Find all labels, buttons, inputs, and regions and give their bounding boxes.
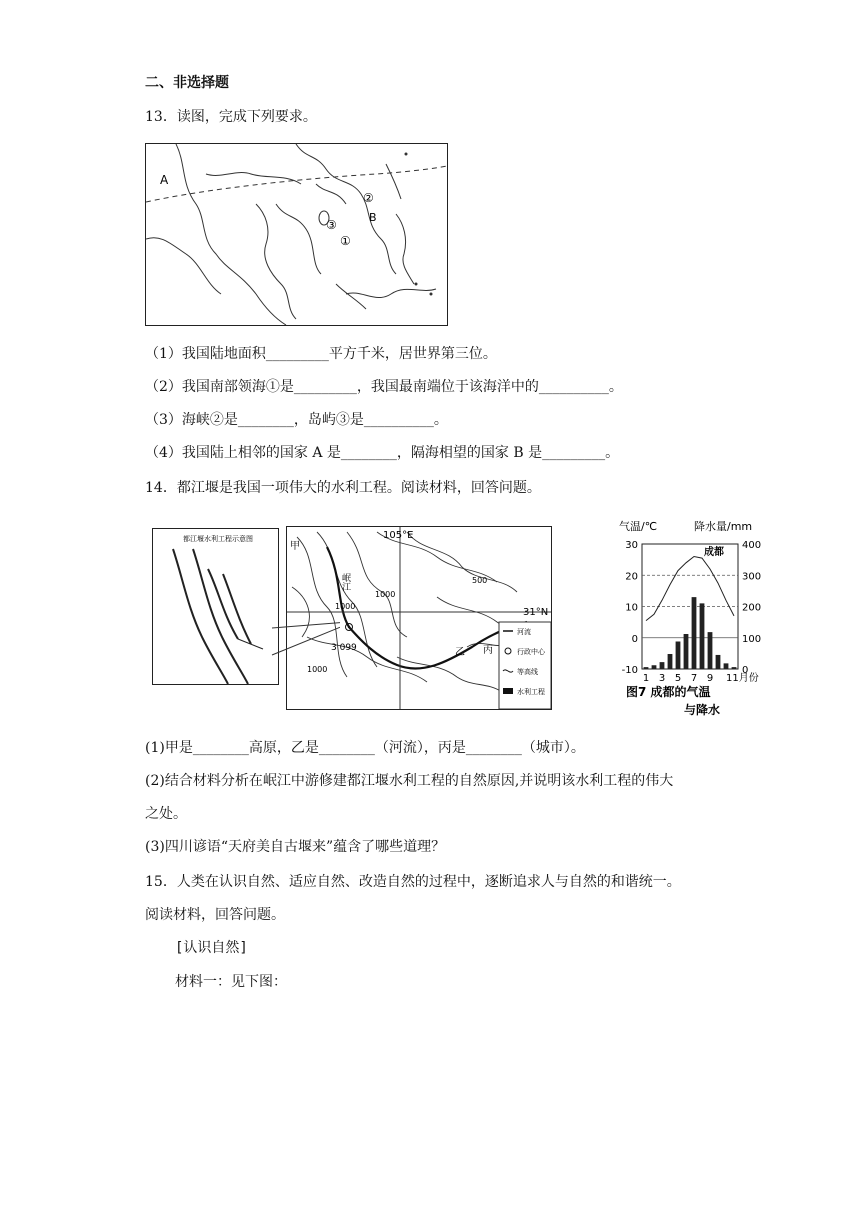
left-tick-label: 0 — [631, 633, 638, 645]
chart-right-unit: 降水量/mm — [694, 520, 753, 533]
label-b: B — [369, 211, 377, 224]
q15-stem-1: 15．人类在认识自然、适应自然、改造自然的过程中，逐断追求人与自然的和谐统一。 — [145, 874, 681, 890]
chart-city: 成都 — [704, 547, 724, 558]
precip-bar — [652, 665, 657, 669]
left-tick-label: 30 — [625, 540, 638, 551]
q13-item-3: （3）海峡②是________，岛屿③是__________。 — [145, 412, 448, 428]
contour-1000a: 1000 — [335, 602, 356, 611]
elev-label: 3 099 — [331, 643, 357, 653]
q13-item-4: （4）我国陆上相邻的国家 A 是________，隔海相望的国家 B 是_________。 — [145, 445, 620, 461]
precip-bar — [692, 597, 697, 669]
precip-bar — [660, 662, 665, 669]
q14-item-2: (2)结合材料分析在岷江中游修建都江堰水利工程的自然原因,并说明该水利工程的伟大 — [145, 773, 674, 789]
precip-bar — [732, 667, 737, 669]
inset-pointer — [270, 600, 340, 660]
lat-label: 31°N — [523, 607, 549, 618]
precip-bar — [724, 663, 729, 669]
legend-admin: 行政中心 — [517, 648, 545, 656]
x-tick-label: 1 — [642, 673, 650, 684]
x-tick-label: 3 — [658, 673, 666, 684]
inset-title: 都江堰水利工程示意图 — [183, 535, 253, 543]
q13-map — [145, 143, 448, 326]
q15-subtitle: [认识自然] — [175, 940, 248, 956]
q15-material: 材料一：见下图： — [175, 974, 287, 990]
left-tick-label: 10 — [625, 602, 638, 614]
right-tick-label: 100 — [742, 633, 762, 645]
right-tick-label: 400 — [742, 540, 762, 551]
legend-contour: 等高线 — [517, 668, 538, 676]
chart-caption-1: 图7 成都的气温 — [626, 685, 711, 699]
q14-item-2-cont: 之处。 — [145, 806, 187, 822]
x-tick-label: 7 — [690, 673, 698, 684]
q13-item-2: （2）我国南部领海①是_________，我国最南端位于该海洋中的__________。 — [145, 379, 623, 395]
precip-bar — [676, 642, 681, 670]
label-a: A — [160, 173, 169, 187]
x-tick-label: 5 — [674, 673, 682, 684]
q14-item-3: (3)四川谚语“天府美自古堰来”蕴含了哪些道理？ — [145, 839, 446, 855]
q14-inset-map — [152, 528, 279, 685]
precip-bar — [700, 603, 705, 669]
q13-stem: 13．读图，完成下列要求。 — [145, 109, 317, 125]
label-jia: 甲 — [290, 541, 300, 552]
contour-1000c: 1000 — [307, 665, 328, 674]
precip-bar — [668, 654, 673, 669]
left-tick-label: -10 — [621, 665, 638, 676]
precip-bar — [644, 667, 649, 669]
label-island-3: ③ — [326, 218, 337, 232]
left-tick-label: 20 — [625, 571, 638, 583]
precip-bar — [716, 655, 721, 669]
precip-bar — [708, 632, 713, 669]
label-bing: 丙 — [483, 645, 493, 656]
section-title: 二、非选择题 — [145, 75, 229, 91]
label-sea-1: ① — [340, 234, 351, 248]
temperature-line — [646, 557, 734, 621]
chart-caption-2: 与降水 — [684, 703, 721, 717]
climate-chart — [606, 516, 766, 726]
q15-stem-2: 阅读材料，回答问题。 — [145, 907, 285, 923]
q13-item-1: （1）我国陆地面积_________平方千米，居世界第三位。 — [145, 346, 497, 362]
lon-label: 105°E — [383, 530, 414, 541]
legend-waterworks: 水利工程 — [517, 688, 545, 696]
right-tick-label: 300 — [742, 571, 762, 583]
chart-left-unit: 气温/℃ — [619, 520, 658, 533]
label-strait-2: ② — [363, 191, 374, 205]
x-tick-label: 9 — [706, 673, 714, 684]
legend-river: 河流 — [517, 628, 531, 636]
x-tick-label: 11月份 — [726, 673, 759, 684]
right-tick-label: 200 — [742, 602, 762, 614]
q14-item-1: (1)甲是________高原，乙是________（河流），丙是________（城市）。 — [145, 740, 585, 756]
contour-1000b: 1000 — [375, 590, 396, 599]
label-yi: 乙 — [455, 647, 465, 658]
label-river: 岷江 — [340, 573, 350, 591]
contour-500: 500 — [472, 576, 488, 585]
q14-stem: 14．都江堰是我国一项伟大的水利工程。阅读材料，回答问题。 — [145, 480, 541, 496]
right-tick-label: 0 — [742, 665, 749, 676]
precip-bar — [684, 634, 689, 669]
